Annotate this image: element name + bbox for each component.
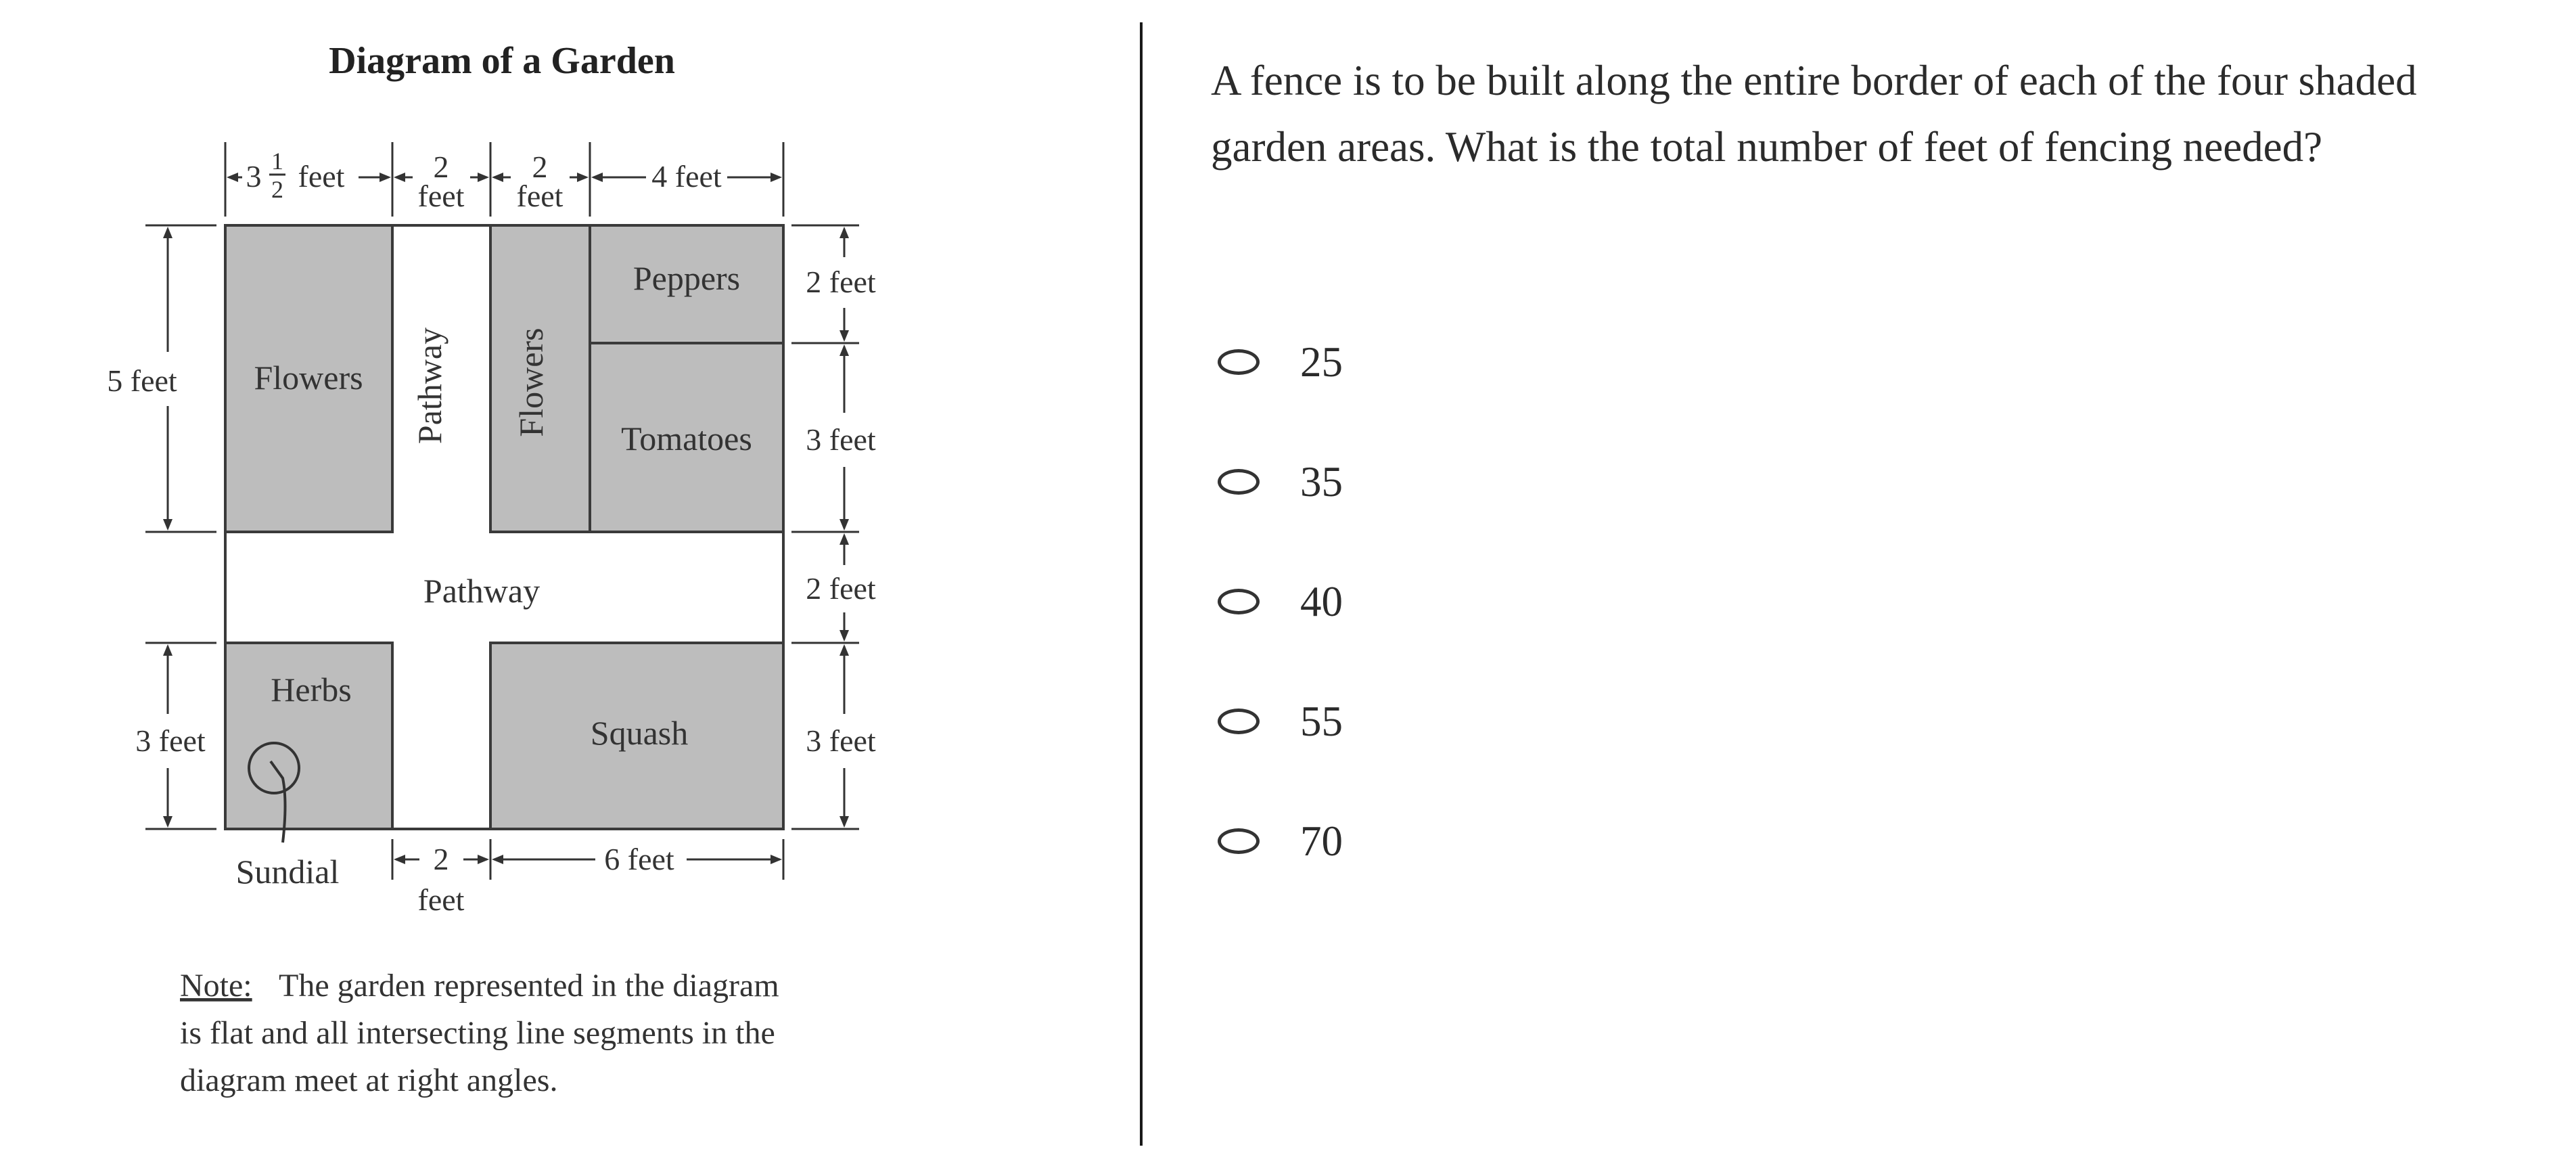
label-herbs: Herbs — [271, 671, 352, 709]
choice-option-2[interactable] — [1211, 451, 1343, 512]
choice-label: 25 — [1300, 338, 1343, 386]
dim-top-2-feet: feet — [417, 179, 465, 213]
dim-bottom-1: 2 — [433, 842, 449, 876]
question-text: A fence is to be built along the entire border of each of the four shaded garden areas. What is the total number of feet of fencing needed? — [1211, 57, 2417, 171]
dim-top-3: 2 — [532, 150, 548, 184]
panel-divider — [1140, 22, 1143, 1146]
label-sundial: Sundial — [235, 853, 340, 891]
dim-right-2: 3 feet — [806, 422, 876, 457]
dim-top-4: 4 feet — [651, 159, 722, 194]
dim-left-bottom: 3 feet — [135, 723, 206, 758]
question-panel — [1211, 47, 2530, 865]
choice-option-3[interactable] — [1211, 571, 1343, 632]
diagram-panel — [0, 0, 1140, 1168]
garden-diagram — [0, 0, 1140, 1168]
shaded-areas — [225, 225, 783, 829]
note-line-3: diagram meet at right angles. — [180, 1062, 558, 1098]
note-label: Note: — [180, 968, 252, 1004]
label-flowers-right: Flowers — [512, 328, 550, 437]
choice-option-4[interactable] — [1211, 691, 1343, 752]
note-line-1: The garden represented in the diagram — [279, 968, 779, 1004]
dim-top-3-feet: feet — [516, 179, 564, 213]
choice-label: 55 — [1300, 697, 1343, 745]
diagram-title: Diagram of a Garden — [329, 40, 675, 82]
dim-top-1-feet: feet — [298, 159, 345, 194]
label-squash: Squash — [590, 714, 689, 752]
dim-right-1: 2 feet — [806, 265, 876, 299]
label-tomatoes: Tomatoes — [621, 420, 752, 457]
choice-label: 70 — [1300, 817, 1343, 865]
dim-right-3: 2 feet — [806, 571, 876, 606]
radio-button-icon[interactable] — [1218, 469, 1260, 495]
note-line-2: is flat and all intersecting line segments in the — [180, 1015, 775, 1051]
radio-button-icon[interactable] — [1218, 349, 1260, 375]
choice-label: 35 — [1300, 457, 1343, 506]
choice-label: 40 — [1300, 577, 1343, 625]
choice-option-5[interactable] — [1211, 811, 1343, 872]
dim-bottom-2: 6 feet — [604, 842, 674, 876]
dim-bottom-1-feet: feet — [417, 882, 465, 917]
dim-right-4: 3 feet — [806, 723, 876, 758]
label-flowers-left: Flowers — [254, 359, 363, 397]
label-pathway-vertical: Pathway — [411, 327, 448, 445]
label-peppers: Peppers — [632, 259, 741, 297]
radio-button-icon[interactable] — [1218, 828, 1260, 854]
label-pathway-horizontal: Pathway — [423, 572, 540, 610]
dim-top-2: 2 — [433, 150, 449, 184]
radio-button-icon[interactable] — [1218, 589, 1260, 614]
dim-left-top: 5 feet — [107, 363, 177, 398]
dim-top-1-den: 2 — [271, 176, 283, 203]
choice-option-1[interactable] — [1211, 332, 1343, 392]
radio-button-icon[interactable] — [1218, 709, 1260, 734]
dim-top-1-num: 1 — [271, 148, 283, 175]
dim-top-1-whole: 3 — [246, 159, 262, 194]
